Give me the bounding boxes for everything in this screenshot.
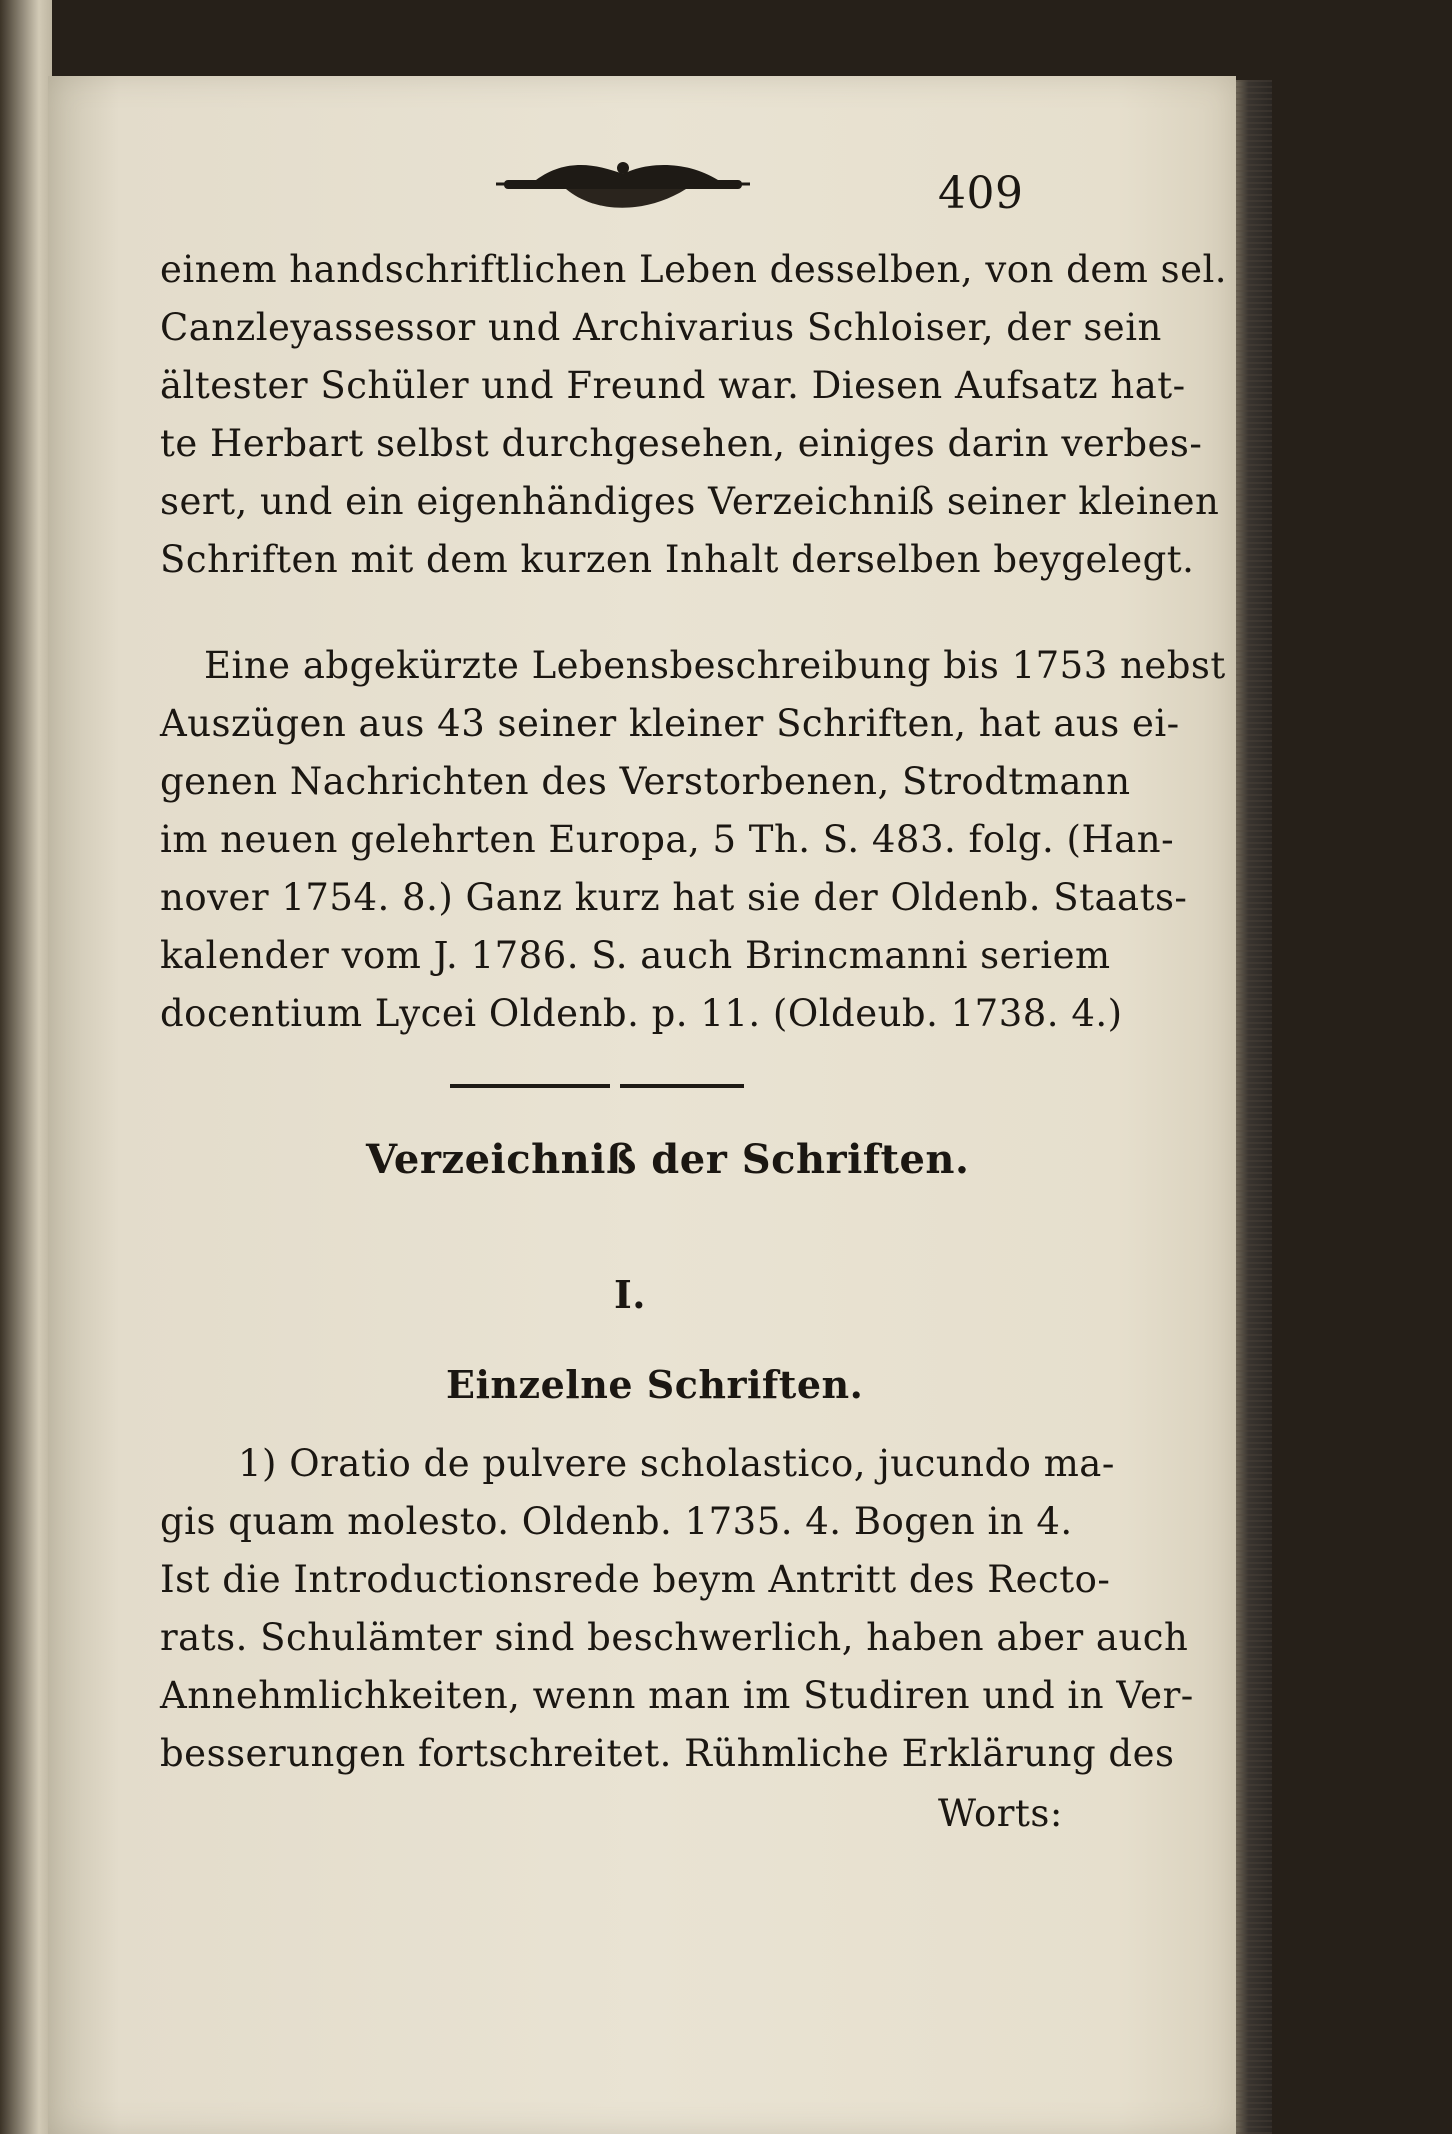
subsection-title: Einzelne Schriften. (446, 1362, 864, 1407)
text-line: Auszügen aus 43 seiner kleiner Schriften, hat aus ei- (160, 702, 1180, 745)
text-line: Eine abgekürzte Lebensbeschreibung bis 1753 nebst (204, 644, 1226, 687)
text-line: Ist die Introductionsrede beym Antritt des Recto- (160, 1558, 1111, 1601)
divider-rule (450, 1084, 610, 1088)
text-line: docentium Lycei Oldenb. p. 11. (Oldeub. 1738. 4.) (160, 992, 1123, 1035)
text-line: Schriften mit dem kurzen Inhalt derselben beygelegt. (160, 538, 1195, 581)
text-line: rats. Schulämter sind beschwerlich, haben aber auch (160, 1616, 1189, 1659)
text-line: sert, und ein eigenhändiges Verzeichniß seiner kleinen (160, 480, 1220, 523)
text-line: Annehmlichkeiten, wenn man im Studiren und in Ver- (160, 1674, 1194, 1717)
text-line: kalender vom J. 1786. S. auch Brincmanni seriem (160, 934, 1111, 977)
left-page-edge (0, 0, 52, 2134)
text-line: im neuen gelehrten Europa, 5 Th. S. 483. folg. (Han- (160, 818, 1175, 861)
text-line: nover 1754. 8.) Ganz kurz hat sie der Oldenb. Staats- (160, 876, 1188, 919)
ornament-vignette-icon (496, 156, 750, 216)
text-line: einem handschriftlichen Leben desselben, von dem sel. (160, 248, 1228, 291)
book-page (48, 76, 1236, 2134)
catchword: Worts: (938, 1792, 1063, 1835)
text-line: genen Nachrichten des Verstorbenen, Strodtmann (160, 760, 1131, 803)
subsection-number: I. (614, 1272, 647, 1317)
page-number: 409 (938, 168, 1024, 219)
text-line: te Herbart selbst durchgesehen, einiges darin verbes- (160, 422, 1203, 465)
text-line: Canzleyassessor und Archivarius Schloiser, der sein (160, 306, 1162, 349)
text-line: ältester Schüler und Freund war. Diesen Aufsatz hat- (160, 364, 1186, 407)
text-line: gis quam molesto. Oldenb. 1735. 4. Bogen in 4. (160, 1500, 1073, 1543)
text-line: 1) Oratio de pulvere scholastico, jucundo ma- (238, 1442, 1115, 1485)
book-cover-texture (1236, 80, 1272, 2134)
divider-rule (620, 1084, 744, 1088)
text-line: besserungen fortschreitet. Rühmliche Erklärung des (160, 1732, 1175, 1775)
section-title: Verzeichniß der Schriften. (366, 1136, 970, 1183)
